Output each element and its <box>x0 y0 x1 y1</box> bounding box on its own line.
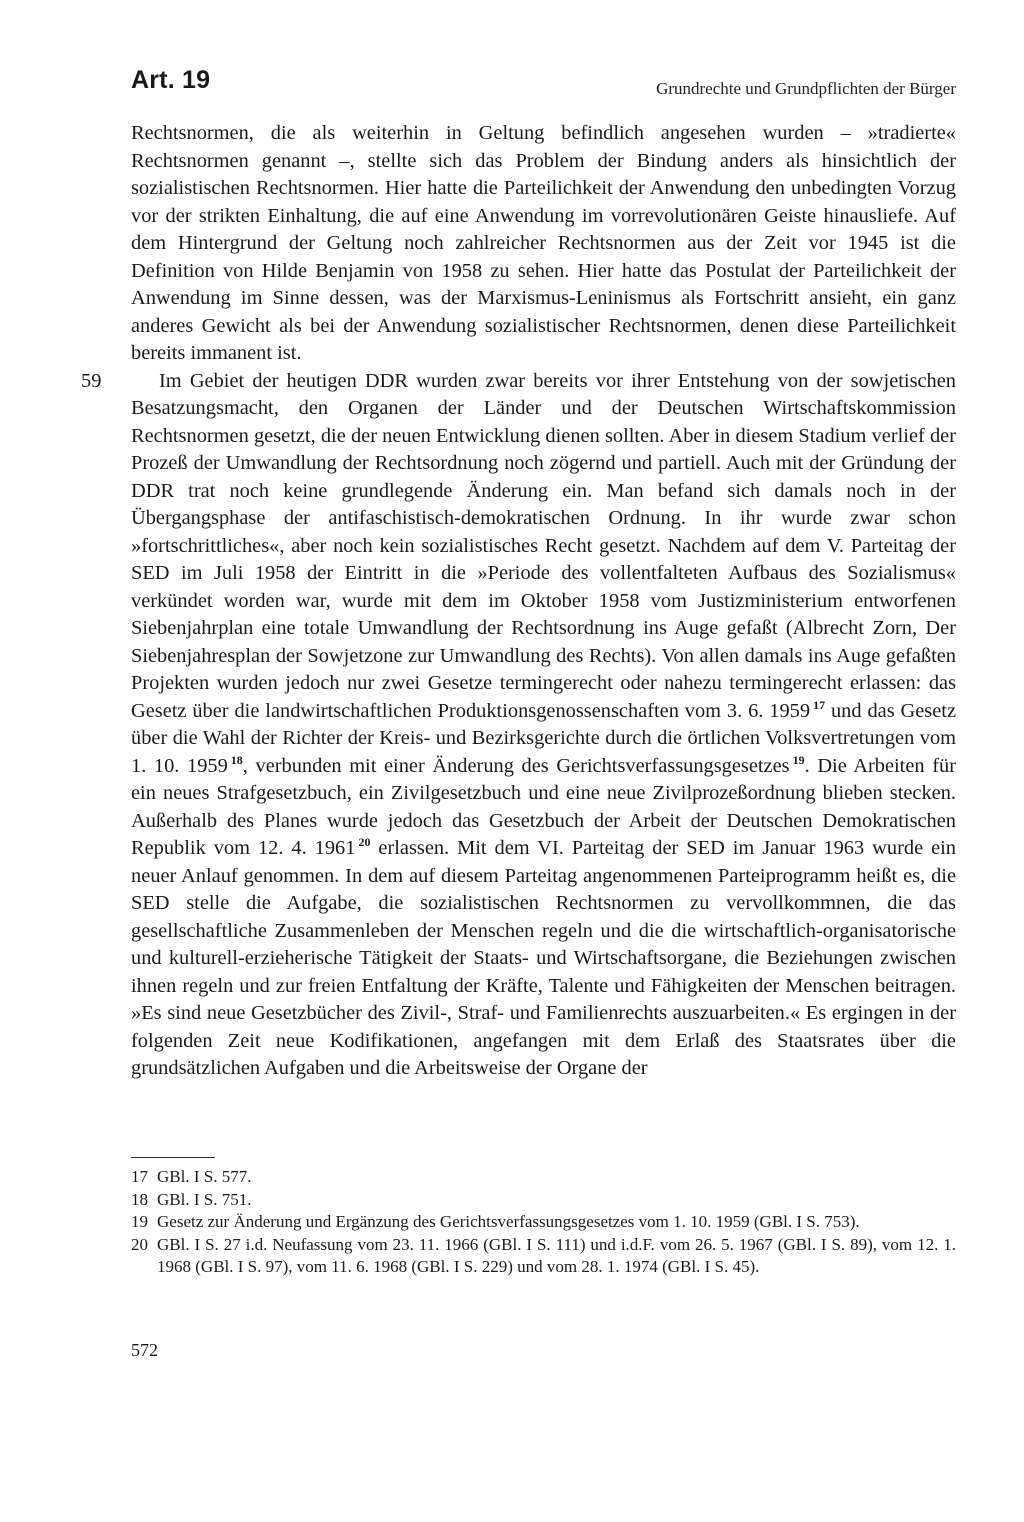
footnote-number: 18 <box>131 1189 148 1209</box>
footnote-ref-18[interactable]: 18 <box>230 752 243 767</box>
footnote-18 <box>131 1189 956 1212</box>
footnote-divider <box>131 1157 215 1158</box>
footnote-ref-17[interactable]: 17 <box>813 697 826 712</box>
section-title: Grundrechte und Grundpflichten der Bürger <box>656 79 956 98</box>
paragraph-segment: Im Gebiet der heutigen DDR wurden zwar bereits vor ihrer Entstehung von der sowjetischen Besatzungsmacht, den Organen der Länder und der Deutschen Wirtschaftskommission Rechtsnormen gesetzt, die der neuen Entwicklung dienen sollten. Aber in diesem Stadium verlief der Prozeß der Umwandlung der Rechtsordnung noch zögernd und partiell. Auch mit der Gründung der DDR trat noch keine grundlegende Änderung ein. Man befand sich damals noch in der Übergangsphase der antifaschistisch-demokratischen Ordnung. In ihr wurde zwar schon »fortschrittliches«, aber noch kein sozialistisches Recht gesetzt. Nachdem auf dem V. Parteitag der SED im Juli 1958 der Eintritt in die »Periode des vollentfalteten Aufbaus des Sozialismus« verkündet worden war, wurde mit dem im Oktober 1958 vom Justizministerium entworfenen Siebenjahrplan eine totale Umwandlung der Rechtsordnung ins Auge gefaßt (Albrecht Zorn, Der Siebenjahresplan der Sowjetzone zur Umwandlung des Rechts). Von allen damals ins Auge gefaßten Projekten wurden jedoch nur zwei Gesetze termingerecht oder nahezu termingerecht erlassen: das Gesetz über die landwirtschaftlichen Produktionsgenossenschaften vom 3. 6. 1959 <box>131 369 956 722</box>
footnotes <box>131 1166 956 1279</box>
footnote-text: GBl. I S. 577. <box>157 1167 252 1186</box>
running-head <box>131 60 956 104</box>
footnote-20 <box>131 1234 956 1279</box>
paragraph-continued: Rechtsnormen, die als weiterhin in Geltung befindlich angesehen wurden – »tradierte« Rechtsnormen genannt –, stellte sich das Problem der Bindung anders als hinsichtlich der sozialistischen Rechtsnormen. Hier hatte die Parteilichkeit der Anwendung den unbedingten Vorzug vor der strikten Einhaltung, die auf eine Anwendung im vorrevolutionären Geiste hinausliefe. Auf dem Hintergrund der Geltung noch zahlreicher Rechtsnormen aus der Zeit vor 1945 ist die Definition von Hilde Benjamin von 1958 zu sehen. Hier hatte das Postulat der Parteilichkeit der Anwendung im Sinne dessen, was der Marxismus-Leninismus als Fortschritt ansieht, ein ganz anderes Gewicht als bei der Anwendung sozialistischer Rechtsnormen, denen diese Parteilichkeit bereits immanent ist. <box>131 122 956 364</box>
paragraph-segment: und das Gesetz über die Wahl der Richter der Kreis- und Bezirksgerichte durch die örtlichen Volksvertretungen vom 1. 10. 1959 <box>131 699 956 777</box>
footnote-17 <box>131 1166 956 1189</box>
body-text <box>81 120 956 1083</box>
page-number: 572 <box>131 1340 158 1360</box>
footnote-number: 17 <box>131 1167 148 1186</box>
paragraph-segment: . Die Arbeiten für ein neues Strafgesetzbuch, ein Zivilgesetzbuch und eine neue Zivilprozeßordnung blieben stecken. Außerhalb des Planes wurde jedoch das Gesetzbuch der Arbeit der Deutschen Demokratischen Republik vom 12. 4. 1961 <box>131 754 956 859</box>
footnote-number: 20 <box>131 1234 148 1254</box>
paragraph-segment: , verbunden mit einer Änderung des Gerichtsverfassungsgesetzes <box>242 754 790 777</box>
footnote-number: 19 <box>131 1212 148 1232</box>
footnote-text: Gesetz zur Änderung und Ergänzung des Gerichtsverfassungsgesetzes vom 1. 10. 1959 (GBl. I S. 753). <box>157 1212 860 1232</box>
footnote-ref-19[interactable]: 19 <box>792 752 805 767</box>
footnote-ref-20[interactable]: 20 <box>358 835 371 849</box>
article-label: Art. 19 <box>131 66 211 94</box>
paragraph-segment: erlassen. Mit dem VI. Parteitag der SED im Januar 1963 wurde ein neuer Anlauf genommen. In dem auf diesem Parteitag angenommenen Parteiprogramm heißt es, die SED stelle die Aufgabe, die sozialistischen Rechtsnormen zu vervollkommnen, die das gesellschaftliche Zusammenleben der Menschen regeln und die die wirtschaftlich-organisatorische und kulturell-erzieherische Tätigkeit der Staats- und Wirtschaftsorgane, die Beziehungen zwischen ihnen regeln und zur freien Entfaltung der Kräfte, Talente und Fähigkeiten der Menschen beitragen. »Es sind neue Gesetzbücher des Zivil-, Straf- und Familienrechts auszuarbeiten.« Es ergingen in der folgenden Zeit neue Kodifikationen, angefangen mit dem Erlaß des Staatsrates über die grundsätzlichen Aufgaben und die Arbeitsweise der Organe der <box>131 837 956 1079</box>
footnote-text: GBl. I S. 27 i.d. Neufassung vom 23. 11. 1966 (GBl. I S. 111) und i.d.F. vom 26. 5. 1967 (GBl. I S. 89), vom 12. 1. 1968 (GBl. I S. 97), vom 11. 6. 1968 (GBl. I S. 229) und vom 28. 1. 1974 (GBl. I S. 45). <box>157 1234 956 1277</box>
paragraph-59 <box>81 368 956 1083</box>
footnote-text: GBl. I S. 751. <box>157 1189 252 1209</box>
margin-number: 59 <box>81 369 102 392</box>
footnote-19 <box>131 1211 956 1234</box>
